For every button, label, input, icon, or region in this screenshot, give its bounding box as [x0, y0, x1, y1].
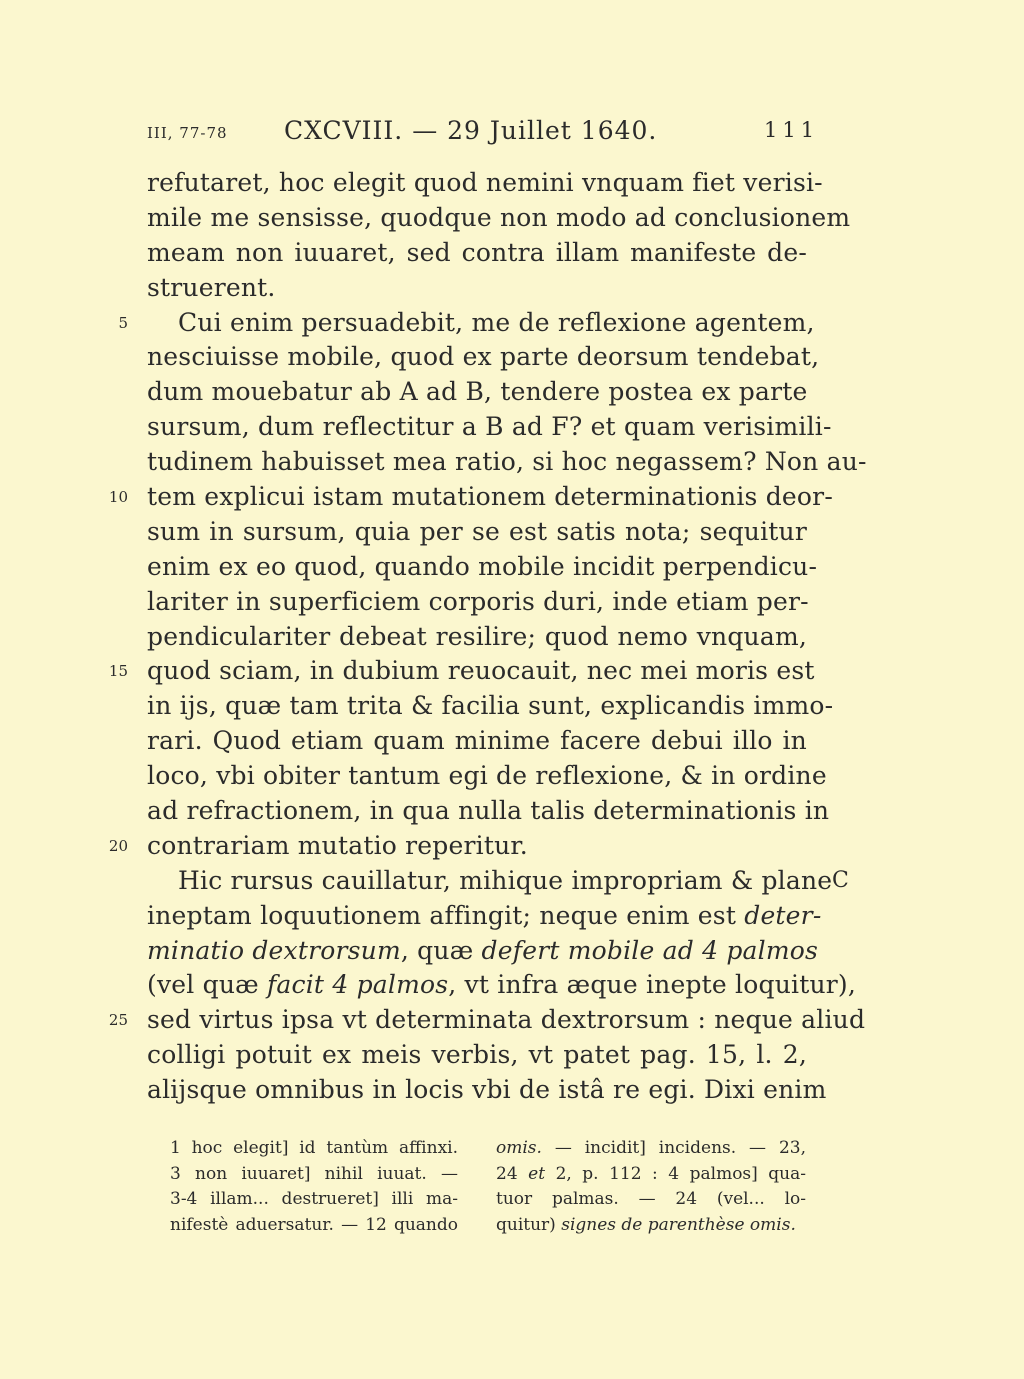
- text-line: colligi potuit ex meis verbis, vt patet pag. 15, l. 2,: [147, 1040, 807, 1070]
- italic-segment: et: [528, 1163, 546, 1184]
- footnote-line: [496, 1213, 806, 1239]
- text-line: refutaret, hoc elegit quod nemini vnquam fiet verisi-: [147, 168, 823, 197]
- text-segment: , vt infra æque inepte loquitur),: [448, 970, 857, 1000]
- page-title: CXCVIII. — 29 Juillet 1640.: [284, 116, 658, 145]
- line-number: 20: [108, 836, 128, 855]
- volume-reference: III, 77-78: [147, 124, 228, 142]
- text-line: sum in sursum, quia per se est satis nota; sequitur: [147, 516, 807, 546]
- italic-segment: omis.: [496, 1138, 542, 1158]
- text-line: tudinem habuisset mea ratio, si hoc negassem? Non au-: [147, 447, 867, 477]
- line-number: 5: [118, 313, 128, 332]
- italic-segment: facit 4 palmos: [266, 970, 449, 1000]
- text-segment: 24: [496, 1163, 529, 1184]
- footnotes-left: [170, 1136, 458, 1238]
- text-line: [147, 899, 822, 934]
- text-line: enim ex eo quod, quando mobile incidit perpendicu-: [147, 551, 818, 581]
- text-line: loco, vbi obiter tantum egi de reflexione, & in ordine: [147, 761, 827, 791]
- text-segment: — incidit] incidens. — 23,: [541, 1138, 806, 1158]
- text-line: nesciuisse mobile, quod ex parte deorsum tendebat,: [147, 342, 820, 372]
- text-line: Hic rursus cauillatur, mihique impropriam & plane: [178, 865, 833, 895]
- footnotes-right: [496, 1136, 806, 1238]
- italic-segment: minatio dextrorsum: [147, 935, 401, 965]
- text-line: dum mouebatur ab A ad B, tendere postea ex parte: [147, 377, 808, 407]
- line-number: 15: [108, 662, 128, 681]
- text-segment: , quæ: [400, 935, 482, 965]
- footnote-line: nifestè aduersatur. — 12 quando: [170, 1214, 458, 1235]
- text-segment: quitur): [496, 1214, 562, 1235]
- footnote-line: 3 non iuuaret] nihil iuuat. —: [170, 1163, 458, 1184]
- text-segment: 2, p. 112 : 4 palmos] qua-: [545, 1163, 807, 1184]
- text-line: sed virtus ipsa vt determinata dextrorsum : neque aliud: [147, 1005, 866, 1035]
- text-line: pendiculariter debeat resilire; quod nemo vnquam,: [147, 621, 807, 651]
- page-header: [0, 116, 1024, 152]
- text-line: [147, 968, 857, 1003]
- italic-segment: defert mobile ad 4 palmos: [481, 935, 819, 965]
- text-line: sursum, dum reflectitur a B ad F? et quam verisimili-: [147, 412, 832, 442]
- text-line: ad refractionem, in qua nulla talis determinationis in: [147, 796, 830, 826]
- main-text: [108, 166, 867, 1108]
- line-number: 10: [108, 488, 128, 507]
- footnote-line: [496, 1162, 806, 1188]
- text-line: quod sciam, in dubium reuocauit, nec mei moris est: [147, 656, 815, 686]
- text-line: contrariam mutatio reperitur.: [147, 830, 528, 860]
- text-line: alijsque omnibus in locis vbi de istâ re egi. Dixi enim: [147, 1075, 827, 1105]
- text-line: tem explicui istam mutationem determinationis deor-: [147, 482, 833, 512]
- line-number: 25: [108, 1011, 128, 1030]
- text-line: struerent.: [147, 272, 276, 302]
- margin-note: C: [832, 867, 849, 893]
- text-line: in ijs, quæ tam trita & facilia sunt, explicandis immo-: [147, 691, 834, 721]
- text-segment: (vel quæ: [147, 970, 267, 1000]
- text-line: Cui enim persuadebit, me de reflexione agentem,: [178, 307, 815, 337]
- footnote-line: 1 hoc elegit] id tantùm affinxi.: [170, 1138, 458, 1158]
- text-line: rari. Quod etiam quam minime facere debui illo in: [147, 726, 807, 756]
- italic-segment: signes de parenthèse omis.: [561, 1214, 796, 1235]
- italic-segment: deter-: [744, 900, 822, 930]
- text-segment: ineptam loquutionem affingit; neque enim est: [147, 900, 745, 930]
- text-line: [147, 934, 819, 969]
- footnote-line: tuor palmas. — 24 (vel... lo-: [496, 1189, 806, 1209]
- text-line: meam non iuuaret, sed contra illam manifeste de-: [147, 237, 807, 267]
- page-number: 111: [764, 118, 820, 142]
- text-line: lariter in superficiem corporis duri, inde etiam per-: [147, 586, 809, 616]
- text-line: mile me sensisse, quodque non modo ad conclusionem: [147, 202, 851, 232]
- footnote-line: [496, 1136, 806, 1162]
- footnote-line: 3-4 illam... destrueret] illi ma-: [170, 1189, 458, 1209]
